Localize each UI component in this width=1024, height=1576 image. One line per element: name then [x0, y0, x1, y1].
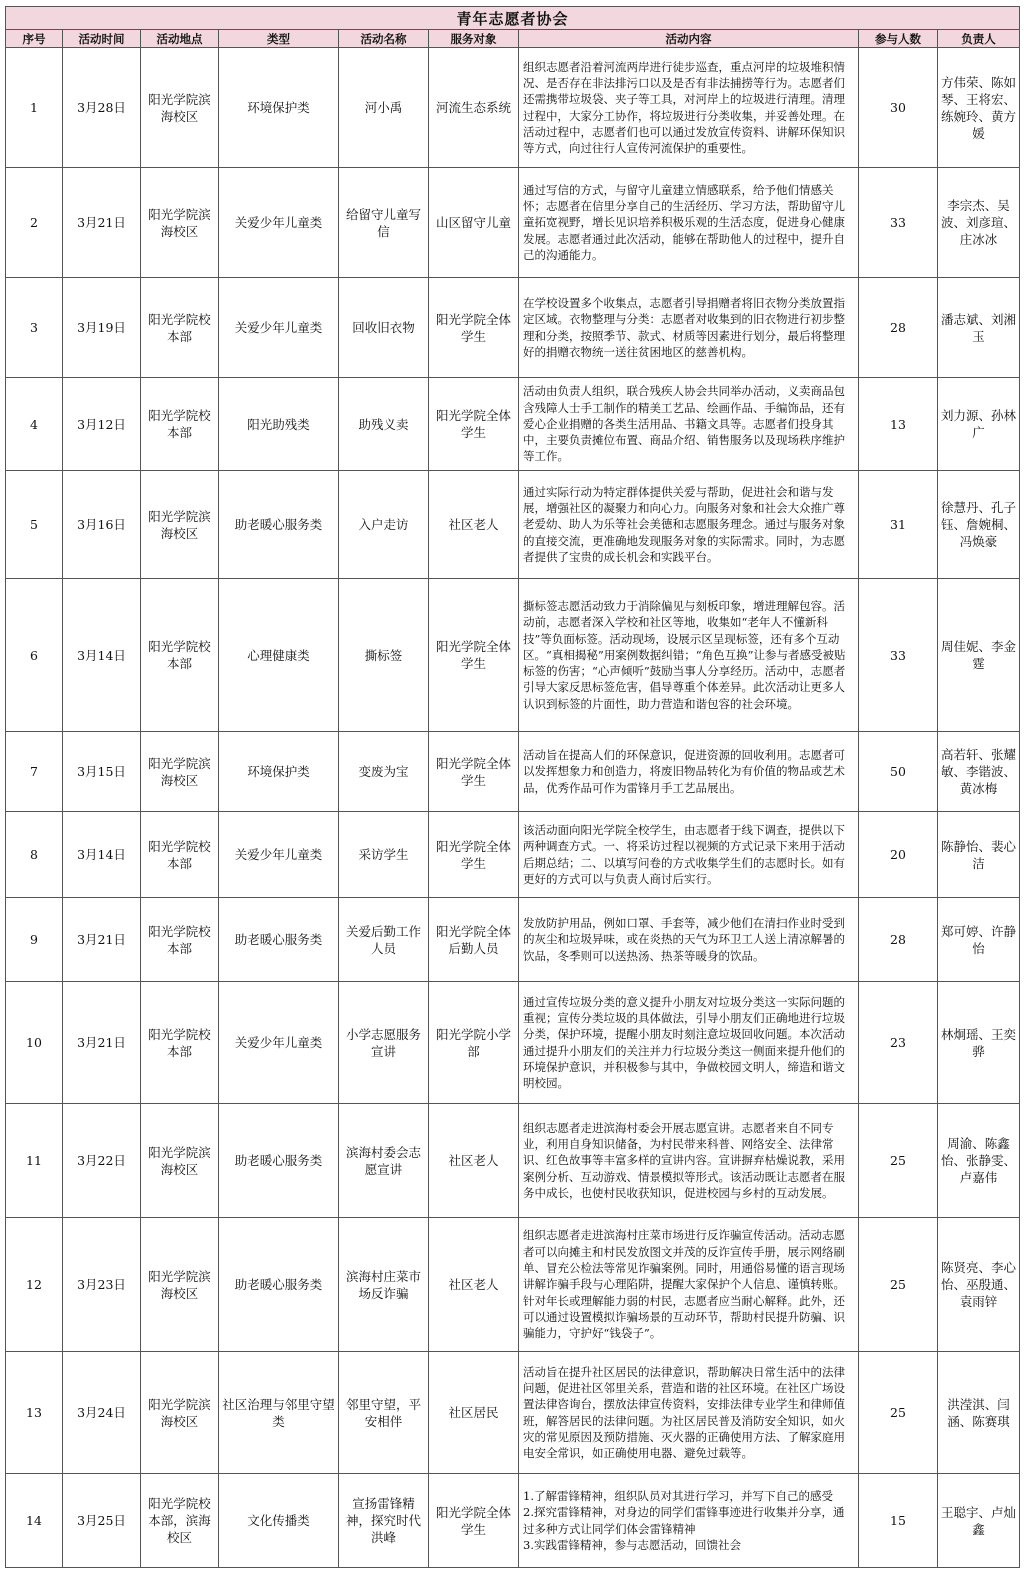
activity-type: 环境保护类 — [219, 48, 339, 168]
activity-name: 变废为宝 — [339, 732, 429, 812]
row-number: 7 — [6, 732, 63, 812]
activity-location: 阳光学院校本部 — [141, 378, 219, 471]
leader-names: 李宗杰、吴波、刘彦瑄、庄冰冰 — [938, 168, 1020, 278]
leader-names: 徐慧丹、孔子钰、詹婉桐、冯焕豪 — [938, 471, 1020, 579]
activity-location: 阳光学院校本部，滨海校区 — [141, 1474, 219, 1568]
content-line: 组织志愿者走进滨海村庄菜市场进行反诈骗宣传活动。活动志愿者可以向摊主和村民发放图文并茂的反诈宣传手册，展示网络刷单、冒充公检法等常见诈骗案例。同时，用通俗易懂的语言现场讲解诈骗手段与心理陷阱，提醒大家保护个人信息、谨慎转账。针对年长或理解能力弱的村民，志愿者应当耐心解释。此外，还可以通过设置模拟诈骗场景的互动环节，帮助村民提升防骗、识骗能力，守护好“钱袋子”。 — [523, 1228, 845, 1341]
activity-location: 阳光学院滨海校区 — [141, 471, 219, 579]
service-target: 阳光学院全体学生 — [429, 1474, 519, 1568]
activity-date: 3月22日 — [63, 1104, 141, 1218]
activity-location: 阳光学院校本部 — [141, 278, 219, 378]
activity-type: 阳光助残类 — [219, 378, 339, 471]
service-target: 山区留守儿童 — [429, 168, 519, 278]
table-row — [6, 732, 1020, 812]
activity-location: 阳光学院校本部 — [141, 579, 219, 732]
leader-names: 陈静怡、裴心洁 — [938, 812, 1020, 898]
row-number: 4 — [6, 378, 63, 471]
name-header: 活动名称 — [339, 30, 429, 48]
row-number: 5 — [6, 471, 63, 579]
activity-location: 阳光学院校本部 — [141, 812, 219, 898]
activity-name: 宣扬雷锋精神，探究时代洪峰 — [339, 1474, 429, 1568]
activity-type: 社区治理与邻里守望类 — [219, 1352, 339, 1474]
content-line: 撕标签志愿活动致力于消除偏见与刻板印象，增进理解包容。活动前，志愿者深入学校和社区等地，收集如“老年人不懂新科技”等负面标签。活动现场，设展示区呈现标签，还有多个互动区。“真相揭秘”用案例数据纠错；“角色互换”让参与者感受被贴标签的伤害；“心声倾听”鼓励当事人分享经历。活动中，志愿者引导大家反思标签危害，倡导尊重个体差异。此次活动让更多人认识到标签的片面性，助力营造和谐包容的社会环境。 — [523, 598, 846, 711]
activity-table — [5, 6, 1020, 1568]
activity-date: 3月21日 — [63, 898, 141, 982]
activity-content — [519, 378, 859, 471]
row-number: 12 — [6, 1218, 63, 1352]
leader-names: 洪滢淇、闫涵、陈赛琪 — [938, 1352, 1020, 1474]
leader-names: 郑可婷、许静怡 — [938, 898, 1020, 982]
table-row — [6, 1218, 1020, 1352]
activity-content — [519, 1218, 859, 1352]
activity-type: 助老暖心服务类 — [219, 1104, 339, 1218]
row-number: 8 — [6, 812, 63, 898]
table-row — [6, 278, 1020, 378]
service-target: 阳光学院全体后勤人员 — [429, 898, 519, 982]
activity-content — [519, 278, 859, 378]
leader-names: 周渝、陈鑫怡、张静雯、卢嘉伟 — [938, 1104, 1020, 1218]
service-target: 阳光学院全体学生 — [429, 278, 519, 378]
activity-location: 阳光学院校本部 — [141, 982, 219, 1104]
row-number: 2 — [6, 168, 63, 278]
activity-name: 关爱后勤工作人员 — [339, 898, 429, 982]
participant-count: 25 — [859, 1104, 938, 1218]
activity-content — [519, 812, 859, 898]
type-header: 类型 — [219, 30, 339, 48]
activity-name: 助残义卖 — [339, 378, 429, 471]
activity-name: 入户走访 — [339, 471, 429, 579]
participant-count: 33 — [859, 168, 938, 278]
row-number: 3 — [6, 278, 63, 378]
table-body — [6, 48, 1020, 1568]
row-number: 10 — [6, 982, 63, 1104]
content-header: 活动内容 — [519, 30, 859, 48]
activity-name: 撕标签 — [339, 579, 429, 732]
service-target: 社区老人 — [429, 471, 519, 579]
activity-date: 3月15日 — [63, 732, 141, 812]
activity-type: 助老暖心服务类 — [219, 898, 339, 982]
location-header: 活动地点 — [141, 30, 219, 48]
header-row — [6, 30, 1020, 48]
activity-type: 助老暖心服务类 — [219, 1218, 339, 1352]
row-number: 11 — [6, 1104, 63, 1218]
activity-location: 阳光学院滨海校区 — [141, 168, 219, 278]
activity-date: 3月21日 — [63, 168, 141, 278]
content-line: 1.了解雷锋精神，组织队员对其进行学习，并写下自己的感受 — [523, 1488, 833, 1503]
service-target: 阳光学院全体学生 — [429, 732, 519, 812]
content-line: 3.实践雷锋精神，参与志愿活动，回馈社会 — [523, 1537, 741, 1552]
service-target: 阳光学院小学部 — [429, 982, 519, 1104]
table-row — [6, 1474, 1020, 1568]
table-row — [6, 1352, 1020, 1474]
target-header: 服务对象 — [429, 30, 519, 48]
count-header: 参与人数 — [859, 30, 938, 48]
participant-count: 15 — [859, 1474, 938, 1568]
no-header: 序号 — [6, 30, 63, 48]
activity-content — [519, 1474, 859, 1568]
activity-type: 文化传播类 — [219, 1474, 339, 1568]
participant-count: 50 — [859, 732, 938, 812]
activity-content — [519, 732, 859, 812]
table-row — [6, 812, 1020, 898]
content-line: 活动由负责人组织，联合残疾人协会共同举办活动，义卖商品包含残障人士手工制作的精美工艺品、绘画作品、手编饰品，还有爱心企业捐赠的各类生活用品、书籍文具等。志愿者们投身其中，主要负责摊位布置、商品介绍、销售服务以及现场秩序维护等工作。 — [523, 384, 845, 464]
leader-header: 负责人 — [938, 30, 1020, 48]
table-row — [6, 471, 1020, 579]
table-row — [6, 898, 1020, 982]
table-row — [6, 1104, 1020, 1218]
activity-content — [519, 579, 859, 732]
activity-location: 阳光学院滨海校区 — [141, 48, 219, 168]
activity-date: 3月16日 — [63, 471, 141, 579]
activity-name: 回收旧衣物 — [339, 278, 429, 378]
content-line: 该活动面向阳光学院全校学生，由志愿者于线下调查，提供以下两种调查方式。一、将采访过程以视频的方式记录下来用于活动后期总结；二、以填写问卷的方式收集学生们的志愿时长。如有更好的方式可以与负责人商讨后实行。 — [523, 822, 845, 886]
service-target: 阳光学院全体学生 — [429, 378, 519, 471]
content-line: 组织志愿者走进滨海村委会开展志愿宣讲。志愿者来自不同专业，利用自身知识储备，为村民带来科普、网络安全、法律常识、红色故事等丰富多样的宣讲内容。宣讲摒弃枯燥说教，采用案例分析、互动游戏、情景模拟等形式。该活动既让志愿者在服务中成长，也使村民收获知识，促进校园与乡村的互动发展。 — [523, 1120, 845, 1200]
activity-name: 给留守儿童写信 — [339, 168, 429, 278]
activity-content — [519, 48, 859, 168]
content-line: 在学校设置多个收集点，志愿者引导捐赠者将旧衣物分类放置指定区域。衣物整理与分类：志愿者对收集到的旧衣物进行初步整理和分类，按照季节、款式、材质等因素进行划分，最后将整理好的捐赠衣物统一送往贫困地区的慈善机构。 — [523, 295, 845, 359]
participant-count: 13 — [859, 378, 938, 471]
leader-names: 林炯瑶、王奕骅 — [938, 982, 1020, 1104]
activity-date: 3月28日 — [63, 48, 141, 168]
activity-date: 3月19日 — [63, 278, 141, 378]
activity-type: 关爱少年儿童类 — [219, 982, 339, 1104]
activity-location: 阳光学院校本部 — [141, 898, 219, 982]
participant-count: 28 — [859, 278, 938, 378]
activity-date: 3月25日 — [63, 1474, 141, 1568]
table-row — [6, 982, 1020, 1104]
activity-name: 河小禹 — [339, 48, 429, 168]
content-line: 组织志愿者沿着河流两岸进行徒步巡查，重点河岸的垃圾堆积情况、是否存在非法排污口以及是否有非法捕捞等行为。志愿者们还需携带垃圾袋、夹子等工具，对河岸上的垃圾进行清理。清理过程中，大家分工协作，将垃圾进行分类收集，并妥善处理。在活动过程中，志愿者们也可以通过发放宣传资料、讲解环保知识等方式，向过往行人宣传河流保护的重要性。 — [523, 59, 845, 156]
activity-type: 关爱少年儿童类 — [219, 812, 339, 898]
service-target: 社区老人 — [429, 1104, 519, 1218]
activity-content — [519, 471, 859, 579]
table-title: 青年志愿者协会 — [6, 7, 1020, 30]
content-line: 通过宣传垃圾分类的意义提升小朋友对垃圾分类这一实际问题的重视；宣传分类垃圾的具体做法，引导小朋友们正确地进行垃圾分类，保护环境，提醒小朋友时刻注意垃圾回收问题。本次活动通过提升小朋友们的关注并力行垃圾分类这一侧面来提升他们的环境保护意识，并积极参与其中，争做校园文明人，缔造和谐文明校园。 — [523, 994, 845, 1091]
activity-date: 3月23日 — [63, 1218, 141, 1352]
leader-names: 高若轩、张耀敏、李锴波、黄冰梅 — [938, 732, 1020, 812]
activity-date: 3月14日 — [63, 812, 141, 898]
service-target: 阳光学院全体学生 — [429, 579, 519, 732]
content-line: 发放防护用品，例如口罩、手套等，减少他们在清扫作业时受到的灰尘和垃圾异味，或在炎热的天气为环卫工人送上清凉解暑的饮品，冬季则可以送热汤、热茶等暖身的饮品。 — [523, 916, 845, 963]
row-number: 1 — [6, 48, 63, 168]
activity-date: 3月12日 — [63, 378, 141, 471]
activity-sheet — [5, 6, 1019, 1568]
activity-type: 环境保护类 — [219, 732, 339, 812]
table-row — [6, 48, 1020, 168]
content-line: 活动旨在提高人们的环保意识，促进资源的回收利用。志愿者可以发挥想象力和创造力，将废旧物品转化为有价值的物品或艺术品，优秀作品可作为雷锋月手工艺品展出。 — [523, 748, 845, 795]
content-line: 通过实际行动为特定群体提供关爱与帮助，促进社会和谐与发展，增强社区的凝聚力和向心力。向服务对象和社会大众推广尊老爱幼、助人为乐等社会美德和志愿服务理念。通过与服务对象的直接交流，更准确地发现服务对象的实际需求。同时，为志愿者提供了宝贵的成长机会和实践平台。 — [523, 484, 845, 564]
table-row — [6, 168, 1020, 278]
participant-count: 30 — [859, 48, 938, 168]
activity-location: 阳光学院滨海校区 — [141, 1218, 219, 1352]
activity-content — [519, 1104, 859, 1218]
row-number: 6 — [6, 579, 63, 732]
service-target: 阳光学院全体学生 — [429, 812, 519, 898]
activity-type: 关爱少年儿童类 — [219, 168, 339, 278]
leader-names: 方伟荣、陈如琴、王将宏、练婉玲、黄方媛 — [938, 48, 1020, 168]
participant-count: 20 — [859, 812, 938, 898]
row-number: 14 — [6, 1474, 63, 1568]
participant-count: 28 — [859, 898, 938, 982]
activity-type: 关爱少年儿童类 — [219, 278, 339, 378]
content-line: 活动旨在提升社区居民的法律意识，帮助解决日常生活中的法律问题，促进社区邻里关系，营造和谐的社区环境。在社区广场设置法律咨询台，摆放法律宣传资料，安排法律专业学生和律师值班，解答居民的法律问题。为社区居民普及消防安全知识，如火灾的常见原因及预防措施、灭火器的正确使用方法、了解家庭用电安全常识，如正确使用电器、避免过载等。 — [523, 1364, 845, 1461]
leader-names: 刘力源、孙林广 — [938, 378, 1020, 471]
row-number: 13 — [6, 1352, 63, 1474]
table-row — [6, 378, 1020, 471]
leader-names: 王聪宇、卢灿鑫 — [938, 1474, 1020, 1568]
date-header: 活动时间 — [63, 30, 141, 48]
content-line: 通过写信的方式，与留守儿童建立情感联系，给予他们情感关怀；志愿者在信里分享自己的生活经历、学习方法，帮助留守儿童拓宽视野，增长见识培养积极乐观的生活态度，促进身心健康发展。志愿者通过此次活动，能够在帮助他人的过程中，提升自己的沟通能力。 — [523, 182, 845, 262]
activity-name: 滨海村委会志愿宣讲 — [339, 1104, 429, 1218]
participant-count: 33 — [859, 579, 938, 732]
activity-location: 阳光学院滨海校区 — [141, 1352, 219, 1474]
activity-name: 滨海村庄菜市场反诈骗 — [339, 1218, 429, 1352]
activity-location: 阳光学院滨海校区 — [141, 1104, 219, 1218]
service-target: 河流生态系统 — [429, 48, 519, 168]
activity-name: 小学志愿服务宣讲 — [339, 982, 429, 1104]
activity-content — [519, 1352, 859, 1474]
activity-content — [519, 898, 859, 982]
service-target: 社区老人 — [429, 1218, 519, 1352]
activity-date: 3月24日 — [63, 1352, 141, 1474]
participant-count: 23 — [859, 982, 938, 1104]
participant-count: 31 — [859, 471, 938, 579]
content-line: 2.探究雷锋精神，对身边的同学们雷锋事迹进行收集并分享，通过多种方式让同学们体会雷锋精神 — [523, 1505, 845, 1536]
activity-name: 邻里守望，平安相伴 — [339, 1352, 429, 1474]
participant-count: 25 — [859, 1352, 938, 1474]
activity-location: 阳光学院滨海校区 — [141, 732, 219, 812]
activity-name: 采访学生 — [339, 812, 429, 898]
activity-date: 3月21日 — [63, 982, 141, 1104]
leader-names: 周佳妮、李金霆 — [938, 579, 1020, 732]
activity-content — [519, 168, 859, 278]
service-target: 社区居民 — [429, 1352, 519, 1474]
leader-names: 潘志斌、刘湘玉 — [938, 278, 1020, 378]
activity-date: 3月14日 — [63, 579, 141, 732]
leader-names: 陈贤亮、李心怡、巫殷通、袁雨锌 — [938, 1218, 1020, 1352]
activity-content — [519, 982, 859, 1104]
activity-type: 助老暖心服务类 — [219, 471, 339, 579]
table-row — [6, 579, 1020, 732]
participant-count: 25 — [859, 1218, 938, 1352]
activity-type: 心理健康类 — [219, 579, 339, 732]
row-number: 9 — [6, 898, 63, 982]
